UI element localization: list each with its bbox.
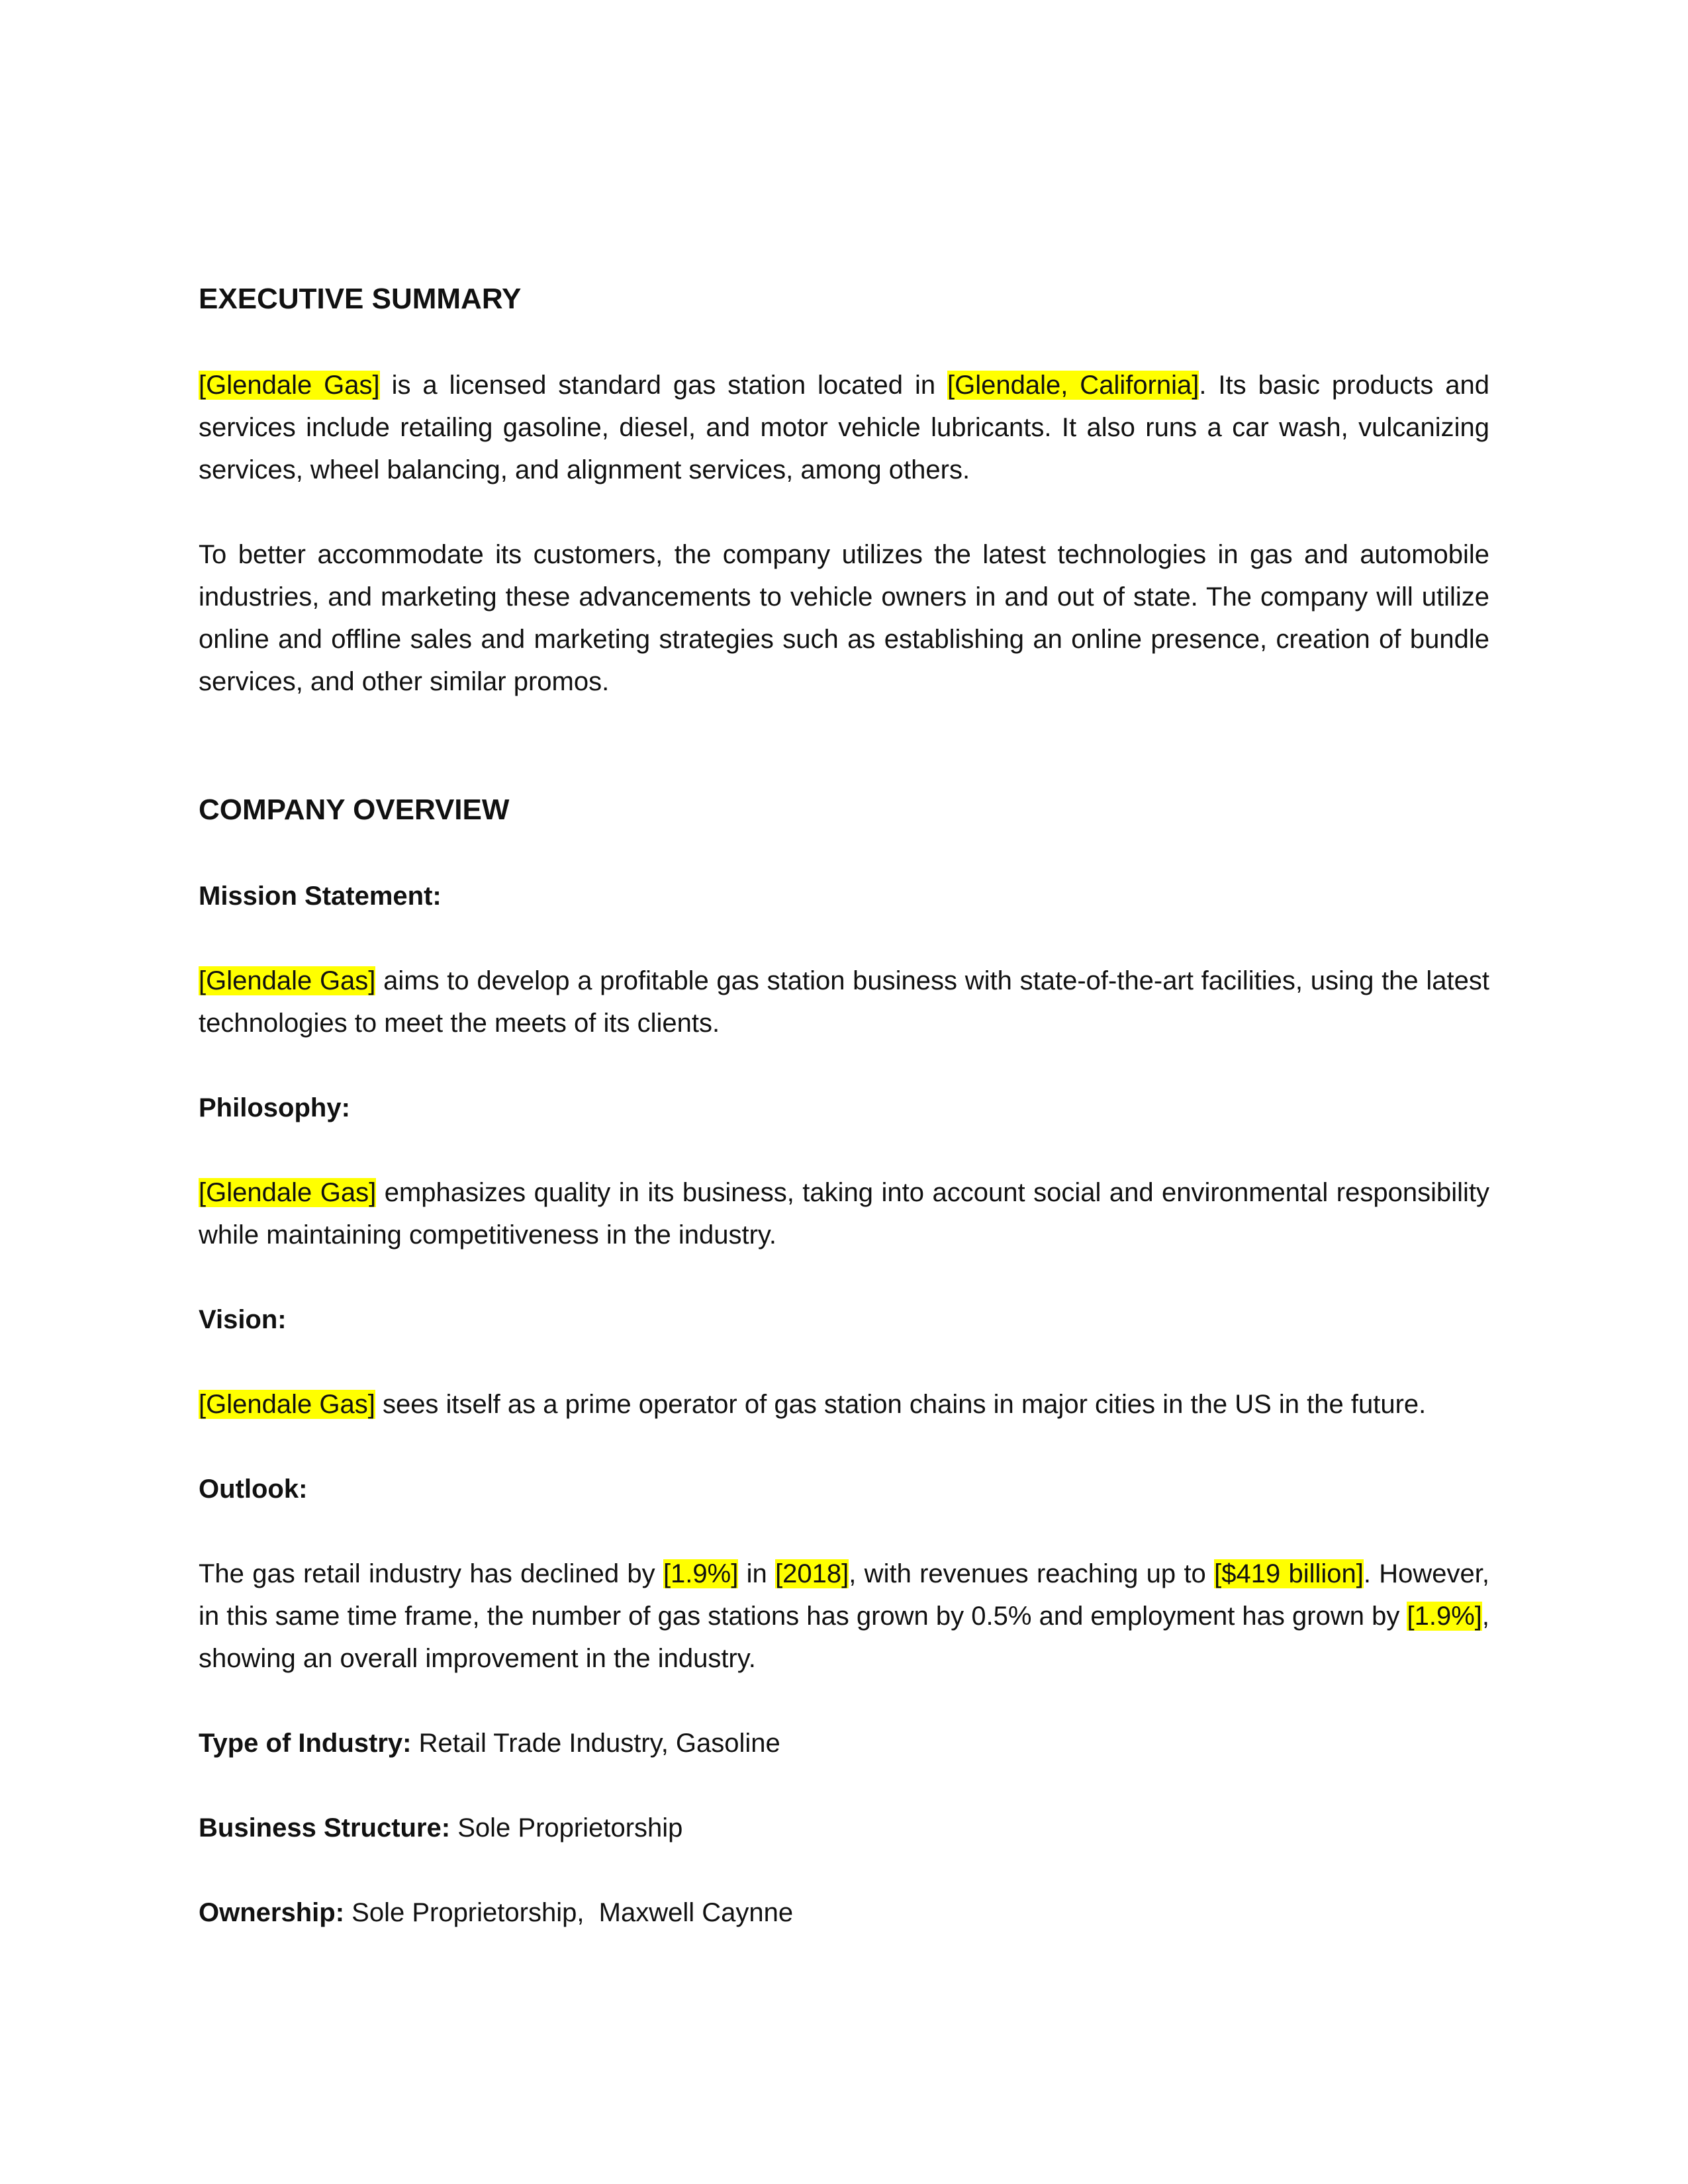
text-run: sees itself as a prime operator of gas station chains in major cities in the US in the future.: [375, 1390, 1427, 1419]
executive-summary-heading: EXECUTIVE SUMMARY: [199, 283, 522, 315]
year-highlight: [2018]: [775, 1559, 849, 1588]
outlook-paragraph: [199, 1553, 1489, 1680]
ownership-value: Sole Proprietorship, Maxwell Caynne: [344, 1898, 794, 1927]
location-highlight: [Glendale, California]: [947, 371, 1199, 400]
text-run: , with revenues reaching up to: [849, 1559, 1215, 1588]
revenue-highlight: [$419 billion]: [1214, 1559, 1364, 1588]
company-name-highlight: [Glendale Gas]: [199, 1390, 375, 1419]
vision-paragraph: [199, 1383, 1489, 1426]
philosophy-heading: Philosophy:: [199, 1093, 350, 1122]
philosophy-paragraph: [199, 1171, 1489, 1256]
text-run: aims to develop a profitable gas station business with state-of-the-art facilities, using the latest technologies to meet the meets of its clients.: [199, 966, 1489, 1038]
text-run: is a licensed standard gas station located in: [379, 371, 948, 400]
decline-percent-highlight: [1.9%]: [663, 1559, 739, 1588]
text-run: . However, in this same time frame, the number of gas stations has grown by 0.5% and employment has grown by: [199, 1559, 1490, 1631]
text-run: , showing an overall improvement in the industry.: [199, 1602, 1489, 1673]
text-run: . Its basic products and services include retailing gasoline, diesel, and motor vehicle lubricants. It also runs a car wash, vulcanizing services, wheel balancing, and alignment services, among others.: [199, 371, 1489, 484]
executive-summary-paragraph-2: To better accommodate its customers, the company utilizes the latest technologies in gas and automobile industries, and marketing these advancements to vehicle owners in and out of state. The company will utilize online and offline sales and marketing strategies such as establishing an online presence, creation of bundle services, and other similar promos.: [199, 540, 1489, 696]
text-run: emphasizes quality in its business, taking into account social and environmental responsibility while maintaining competitiveness in the industry.: [199, 1178, 1489, 1250]
vision-heading: Vision:: [199, 1305, 287, 1334]
business-structure-line: [199, 1807, 1489, 1849]
executive-summary-paragraph-1: [199, 364, 1489, 491]
type-of-industry-line: [199, 1722, 1489, 1764]
outlook-heading: Outlook:: [199, 1475, 308, 1504]
section-spacer: [199, 745, 1489, 789]
ownership-line: [199, 1891, 1489, 1934]
mission-statement-heading: Mission Statement:: [199, 882, 442, 911]
company-name-highlight: [Glendale Gas]: [199, 371, 380, 400]
company-name-highlight: [Glendale Gas]: [199, 966, 376, 995]
text-run: The gas retail industry has declined by: [199, 1559, 663, 1588]
type-of-industry-label: Type of Industry:: [199, 1729, 412, 1758]
ownership-label: Ownership:: [199, 1898, 345, 1927]
company-name-highlight: [Glendale Gas]: [199, 1178, 377, 1207]
type-of-industry-value: Retail Trade Industry, Gasoline: [411, 1729, 780, 1758]
mission-statement-paragraph: [199, 960, 1489, 1044]
business-structure-value: Sole Proprietorship: [450, 1813, 683, 1843]
text-run: in: [738, 1559, 776, 1588]
growth-percent-highlight: [1.9%]: [1407, 1602, 1482, 1631]
document-page: [199, 278, 1489, 1976]
business-structure-label: Business Structure:: [199, 1813, 451, 1843]
company-overview-heading: COMPANY OVERVIEW: [199, 794, 510, 826]
